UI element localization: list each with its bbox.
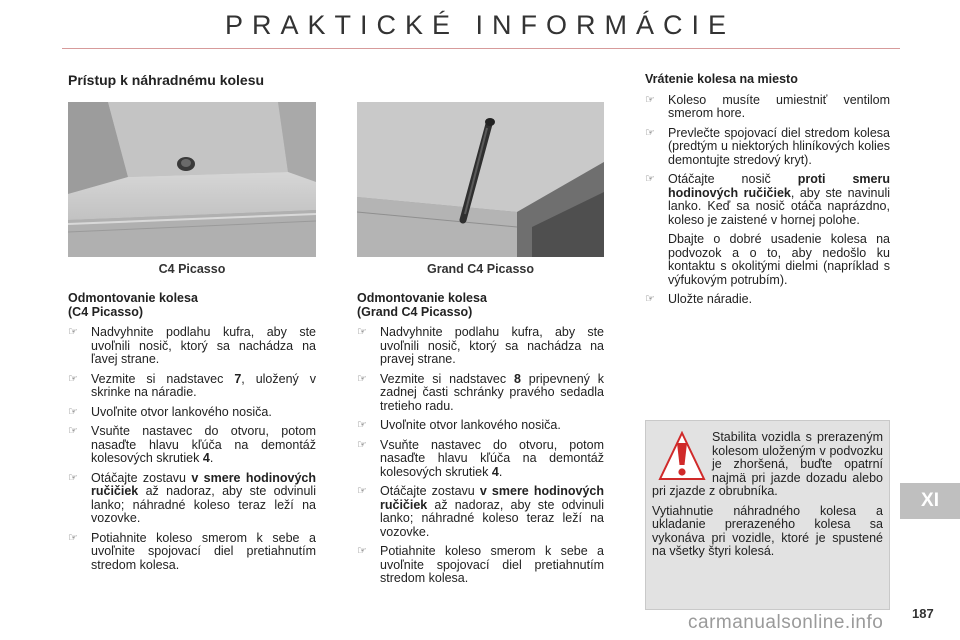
section-title: Prístup k náhradnému kolesu — [68, 72, 265, 88]
page-number: 187 — [912, 606, 934, 621]
caption-c4-picasso: C4 Picasso — [158, 262, 226, 276]
step-item: ☞ Vezmite si nadstavec 7, uložený v skrinke na náradie. — [68, 371, 316, 399]
pointing-hand-icon: ☞ — [357, 545, 367, 557]
photo-c4-picasso — [68, 102, 316, 257]
pointing-hand-icon: ☞ — [357, 419, 367, 431]
step-item: ☞ Potiahnite koleso smerom k sebe a uvoľnite spojovací diel pretiahnutím stredom kolesa. — [68, 530, 316, 572]
heading-refit: Vrátenie kolesa na miesto — [645, 72, 798, 86]
step-item: ☞ Otáčajte zostavu v smere hodinových ručičiek až nadoraz, aby ste odvinuli lanko; náhradné koleso teraz leží na vozovke. — [357, 484, 605, 539]
pointing-hand-icon: ☞ — [357, 372, 367, 385]
chapter-tab: XI — [900, 483, 960, 519]
pointing-hand-icon: ☞ — [68, 405, 78, 418]
watermark: carmanualsonline.info — [688, 612, 884, 633]
pointing-hand-icon: ☞ — [68, 471, 78, 484]
column-grand-c4-picasso — [357, 292, 604, 592]
pointing-hand-icon: ☞ — [68, 326, 78, 338]
step-item: ☞ Koleso musíte umiestniť ventilom smerom hore. — [645, 92, 890, 120]
step-item: ☞ Nadvyhnite podlahu kufra, aby ste uvoľnili nosič, ktorý sa nachádza na pravej strane. — [357, 325, 604, 366]
photo-grand-c4-picasso — [357, 102, 604, 257]
pointing-hand-icon: ☞ — [68, 531, 78, 544]
pointing-hand-icon: ☞ — [645, 293, 655, 305]
heading-grand-c4-removal: Odmontovanie kolesa (Grand C4 Picasso) — [357, 291, 487, 319]
step-item: ☞ Vezmite si nadstavec 8 pripevnený k zadnej časti schránky pravého sedadla tretieho radu. — [357, 371, 604, 413]
header-divider — [62, 48, 900, 49]
pointing-hand-icon: ☞ — [645, 173, 655, 185]
pointing-hand-icon: ☞ — [357, 438, 367, 451]
pointing-hand-icon: ☞ — [357, 326, 367, 338]
warning-box — [645, 420, 890, 610]
pointing-hand-icon: ☞ — [68, 425, 78, 437]
pointing-hand-icon: ☞ — [68, 372, 78, 385]
step-item: ☞ Uvoľnite otvor lankového nosiča. — [357, 418, 561, 432]
step-note: Dbajte o dobré usadenie kolesa na podvozok a o to, aby nedošlo ku kontaktu s okolitými dielmi (napríklad s výfukovým potrubím). — [668, 232, 890, 287]
heading-c4-removal: Odmontovanie kolesa (C4 Picasso) — [68, 291, 198, 319]
step-item: ☞ Otáčajte zostavu v smere hodinových ručičiek až nadoraz, aby ste odvinuli lanko; náhradné koleso teraz leží na vozovke. — [68, 470, 317, 525]
page-title: PRAKTICKÉ INFORMÁCIE — [224, 10, 736, 40]
step-item: ☞ Uvoľnite otvor lankového nosiča. — [68, 404, 272, 419]
step-item: ☞ Potiahnite koleso smerom k sebe a uvoľnite spojovací diel pretiahnutím stredom kolesa. — [357, 544, 604, 585]
step-item: ☞ Uložte náradie. — [645, 292, 753, 306]
pointing-hand-icon: ☞ — [645, 93, 655, 106]
step-item: ☞ Vsuňte nastavec do otvoru, potom nasaďte hlavu kľúča na demontáž kolesových skrutiek 4. — [357, 437, 604, 479]
step-item: ☞ Prevlečte spojovací diel stredom kolesa (predtým u niektorých hliníkových kolies demontujte stredový kryt). — [645, 125, 890, 167]
warning-text-stability: Stabilita vozidla s prerazeným kolesom uloženým v podvozku je zhoršená, buďte opatrní najmä pri jazde dozadu alebo pri zjazde z obrubníka. — [652, 430, 883, 498]
step-item: ☞ Vsuňte nastavec do otvoru, potom nasaďte hlavu kľúča na demontáž kolesových skrutiek 4. — [68, 424, 316, 465]
warning-triangle-icon — [658, 431, 706, 483]
caption-grand-c4-picasso: Grand C4 Picasso — [427, 262, 534, 276]
column-c4-picasso — [68, 292, 316, 578]
step-item: ☞ Otáčajte nosič proti smeru hodinových ručičiek, aby ste navinuli lanko. Keď sa nosič otáča naprázdno, koleso je zaistené v hornej polohe. Dbajte o dobré usadenie kolesa na podvozok a o to, aby nedošlo ku kontaktu s okolitými dielmi (napríklad s výfukovým potrubím). — [645, 172, 890, 287]
warning-text-procedure: Vytiahnutie náhradného kolesa a ukladanie prerazeného kolesa sa vykonáva pri vozidle, ktoré je spustené na všetky štyri kolesá. — [652, 503, 883, 558]
step-item: ☞ Nadvyhnite podlahu kufra, aby ste uvoľnili nosič, ktorý sa nachádza na ľavej strane. — [68, 325, 316, 366]
column-refit — [645, 73, 890, 313]
pointing-hand-icon: ☞ — [645, 126, 655, 139]
pointing-hand-icon: ☞ — [357, 485, 367, 497]
